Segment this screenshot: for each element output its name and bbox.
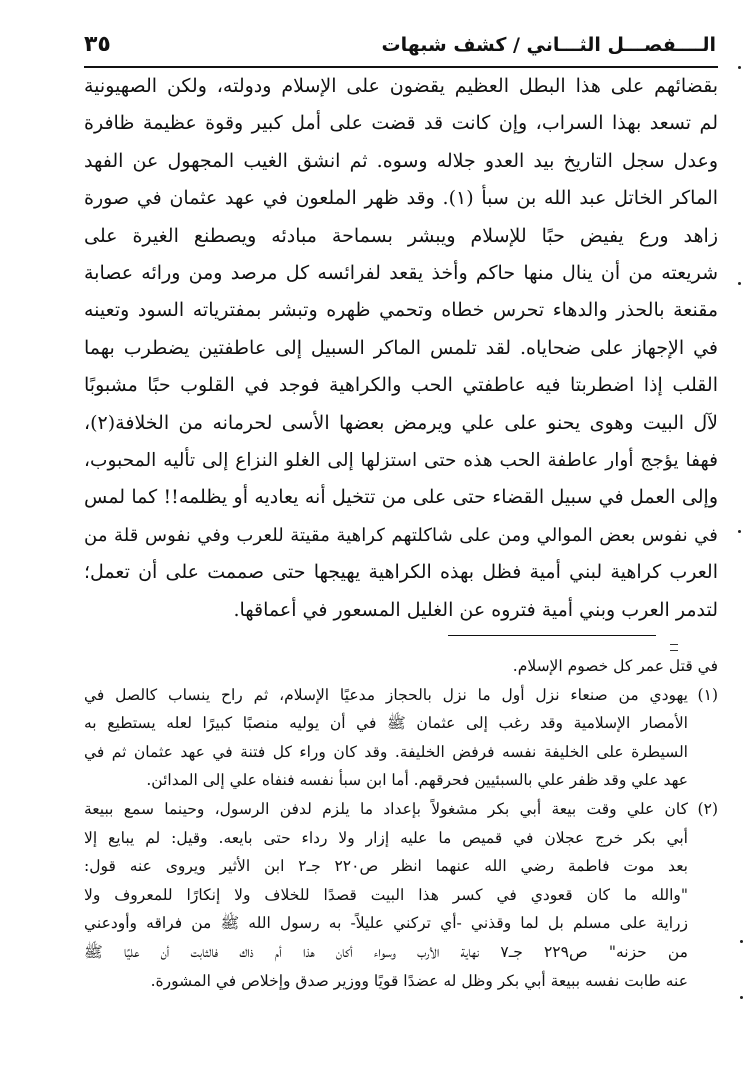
chapter-title: الــــفصـــل الثـــاني / كشف شبهات: [381, 34, 716, 56]
text-line: فهفا يؤجج أوار عاطفة الحب هذه حتى استزلها إلى الغلو النزاع إلى تأليه المحبوب،: [84, 450, 718, 472]
footnote-2-line: أبي بكر خرج عجلان في قميص ما عليه إزار ولا رداء حتى بايعه. وقيل: لم يبايع إلا: [84, 828, 688, 847]
footnote-1-line: السيطرة على الخليفة نفسه فرفض الخليفة. وقد كان وراء كل فتنة في عهد عثمان ثم في: [84, 742, 688, 761]
text-line: القلب إذا اضطربتا فيه عاطفتي الحب والكراهية فوجد في القلوب حبًا مشبوبًا: [84, 374, 718, 397]
footnote-1-text: يهودي من صنعاء نزل أول ما نزل بالحجاز مدعيًا الإسلام، ثم راح ينساب كالصل في: [84, 685, 688, 704]
running-header: [84, 30, 716, 66]
text-line: زاهد ورع يفيض حبًا للإسلام ويبشر بسماحة مبادئه ويصطنع الغيرة على: [84, 224, 718, 247]
footnote-2-text: كان علي وقت بيعة أبي بكر مشغولاً بإعداد ما يلزم لدفن الرسول، وحينما سمع ببيعة: [84, 799, 688, 818]
footnote-1-line: عهد علي وقد ظفر علي بالسبئيين فحرقهم. أما ابن سبأ نفسه فنفاه علي إلى المدائن.: [146, 771, 688, 790]
text-line: في نفوس بعض الموالي ومن على شاكلتهم كراهية مقيتة للعرب وفي نفوس قلة من: [84, 524, 718, 546]
text-line: العرب كراهية لبني أمية فظل بهذه الكراهية يهيجها حتى صممت على أن تعمل؛: [84, 561, 718, 584]
footnote-2-line: من حزنه" ص٢٢٩ جـ٧ نهاية الأرب وسواء أكان هذا أم ذاك فالثابت أن عليًا ﷺ: [84, 942, 688, 961]
footnote-separator: [448, 635, 656, 636]
scan-speck: [738, 530, 741, 533]
footnotes: [84, 652, 718, 995]
text-line: لم تسعد بهذا السراب، وإن كانت قد قضت على أمل كبير وقوة عظيمة ظافرة: [84, 112, 718, 135]
footnote-2-line: "والله ما كان قعودي في كسر هذا البيت قصدًا للخلاف ولا إنكارًا للمعروف ولا: [84, 885, 688, 904]
footnote-mark: [670, 644, 678, 651]
footnote-2-line: زراية على مسلم بل لما وقذني -أي تركني عليلاً- به رسول الله ﷺ من فراقه وأودعني: [84, 914, 688, 933]
main-text: [84, 68, 718, 629]
text-line: شريعته من أن ينال منها حاكم وأخذ يقعد لفرائسه كل مرصد ومن ورائه عصابة: [84, 262, 718, 285]
footnote-2-line: عنه طابت نفسه ببيعة أبي بكر وظل له عضدًا قويًا ووزير صدق وإخلاص في المشورة.: [150, 971, 688, 990]
text-line: لتدمر العرب وبني أمية فتروه عن الغليل المسعور في أعماقها.: [233, 598, 718, 621]
text-line: مقنعة بالحذر والدهاء تحرس خطاه وتحمي ظهره وتبشر بمفترياته السود وتعينه: [84, 299, 718, 322]
text-line: لآل البيت وهوى يحنو على علي ويرمض بعضها الأسى لحرمانه من الخلافة(٢)،: [84, 411, 718, 434]
scan-speck: [738, 66, 741, 69]
text-line: وعدل سجل التاريخ بيد العدو جلاله وسوه. ثم انشق الغيب المجهول عن الفهد: [84, 149, 718, 172]
scan-speck: [740, 940, 743, 943]
footnote-1-number: (١): [697, 685, 718, 704]
text-line: في الإجهاز على ضحاياه. لقد تلمس الماكر السبيل إلى عاطفتين يضطرب بهما: [84, 336, 718, 359]
page-number: ٣٥: [84, 32, 111, 57]
footnote-continuation: في قتل عمر كل خصوم الإسلام.: [512, 657, 718, 675]
text-line: بقضائهم على هذا البطل العظيم يقضون على الإسلام ودولته، ولكن الصهيونية: [84, 75, 718, 97]
footnote-2-line: [84, 795, 718, 824]
footnote-2-number: (٢): [697, 799, 718, 818]
footnote-1-line: الأمصار الإسلامية وقد رغب إلى عثمان ﷺ في أن يوليه منصبًا كبيرًا لعله يستطيع به: [84, 714, 688, 733]
scan-speck: [738, 282, 741, 285]
text-line: الماكر الخاتل عبد الله بن سبأ (١). وقد ظهر الملعون في عهد عثمان في صورة: [84, 187, 718, 210]
footnote-1-line: [84, 681, 718, 710]
scan-speck: [740, 996, 743, 999]
footnote-2-line: بعد موت فاطمة رضي الله عنهما انظر ص٢٢٠ جـ٢ ابن الأثير ويروى عنه قول:: [84, 857, 688, 876]
text-line: وإلى العمل في سبيل القضاء حتى على من تتخيل أنه يعاديه أو يظلمه!! كما لمس: [84, 486, 718, 509]
